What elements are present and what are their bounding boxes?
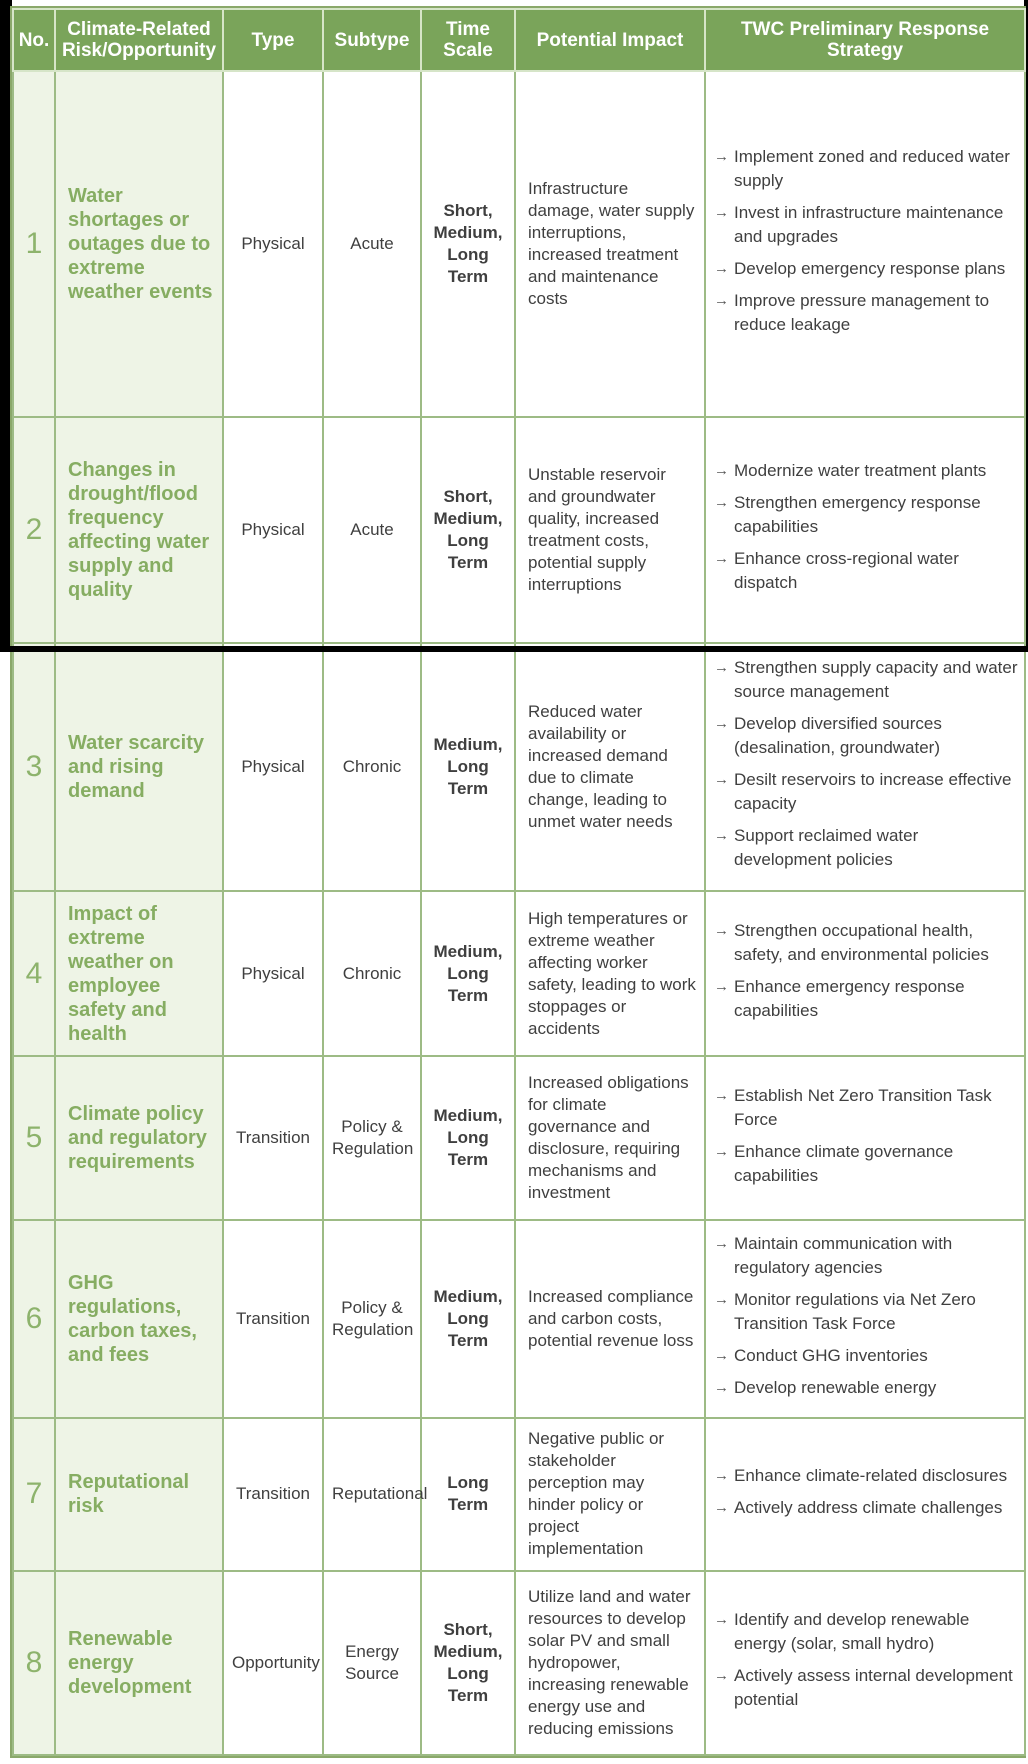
strategy-text: Strengthen supply capacity and water source management: [734, 658, 1018, 702]
arrow-right-icon: →: [714, 715, 729, 733]
strategy-text: Enhance emergency response capabilities: [734, 977, 965, 1021]
scan-divider: [0, 646, 1028, 652]
strategy-text: Actively assess internal development potential: [734, 1666, 1013, 1710]
risk-name: Renewable energy development: [55, 1571, 223, 1755]
row-number: 6: [13, 1220, 55, 1418]
table-row: [13, 891, 1025, 1056]
risk-name: Reputational risk: [55, 1418, 223, 1571]
strategy-item: [712, 201, 1018, 249]
strategy-item: [712, 1084, 1018, 1132]
strategy-text: Develop diversified sources (desalination, groundwater): [734, 714, 942, 758]
response-strategy-cell: [705, 891, 1025, 1056]
potential-impact: Negative public or stakeholder perception may hinder policy or project implementation: [515, 1418, 705, 1571]
arrow-right-icon: →: [714, 1142, 729, 1160]
row-number: 5: [13, 1056, 55, 1219]
strategy-item: [712, 712, 1018, 760]
strategy-list: [712, 1464, 1018, 1520]
time-scale: Medium, Long Term: [421, 643, 515, 891]
table-row: [13, 643, 1025, 891]
strategy-text: Modernize water treatment plants: [734, 461, 987, 481]
strategy-item: [712, 145, 1018, 193]
arrow-right-icon: →: [714, 659, 729, 677]
risk-subtype: Acute: [323, 417, 421, 643]
arrow-right-icon: →: [714, 978, 729, 996]
strategy-item: [712, 975, 1018, 1023]
strategy-text: Identify and develop renewable energy (solar, small hydro): [734, 1610, 970, 1654]
row-number: 3: [13, 643, 55, 891]
strategy-text: Enhance climate-related disclosures: [734, 1465, 1008, 1485]
risk-subtype: Energy Source: [323, 1571, 421, 1755]
potential-impact: Infrastructure damage, water supply interruptions, increased treatment and maintenance costs: [515, 71, 705, 417]
strategy-text: Develop renewable energy: [734, 1378, 937, 1398]
strategy-item: [712, 1608, 1018, 1656]
arrow-right-icon: →: [714, 260, 729, 278]
row-number: 8: [13, 1571, 55, 1755]
strategy-text: Enhance cross-regional water dispatch: [734, 549, 959, 593]
strategy-text: Conduct GHG inventories: [734, 1346, 928, 1366]
risk-type: Physical: [223, 417, 323, 643]
strategy-text: Monitor regulations via Net Zero Transition Task Force: [734, 1290, 976, 1334]
risk-subtype: Chronic: [323, 891, 421, 1056]
risk-name: Water scarcity and rising demand: [55, 643, 223, 891]
arrow-right-icon: →: [714, 494, 729, 512]
response-strategy-cell: [705, 1056, 1025, 1219]
strategy-item: [712, 919, 1018, 967]
table-body: [13, 71, 1025, 1755]
header-time-scale: Time Scale: [421, 9, 515, 71]
strategy-text: Desilt reservoirs to increase effective capacity: [734, 770, 1012, 814]
arrow-right-icon: →: [714, 827, 729, 845]
potential-impact: Increased compliance and carbon costs, potential revenue loss: [515, 1220, 705, 1418]
risk-subtype: Acute: [323, 71, 421, 417]
time-scale: Medium, Long Term: [421, 1056, 515, 1219]
header-risk: Climate-Related Risk/Opportunity: [55, 9, 223, 71]
arrow-right-icon: →: [714, 1466, 729, 1484]
strategy-text: Implement zoned and reduced water supply: [734, 147, 1010, 191]
response-strategy-cell: [705, 1571, 1025, 1755]
header-type: Type: [223, 9, 323, 71]
strategy-item: [712, 459, 1018, 483]
strategy-text: Develop emergency response plans: [734, 259, 1006, 279]
arrow-right-icon: →: [714, 1611, 729, 1629]
header-row: [13, 9, 1025, 71]
response-strategy-cell: [705, 1418, 1025, 1571]
strategy-item: [712, 491, 1018, 539]
risk-subtype: Reputational: [323, 1418, 421, 1571]
response-strategy-cell: [705, 417, 1025, 643]
risk-name: Climate policy and regulatory requirements: [55, 1056, 223, 1219]
arrow-right-icon: →: [714, 1667, 729, 1685]
strategy-list: [712, 656, 1018, 872]
strategy-text: Support reclaimed water development policies: [734, 826, 919, 870]
strategy-list: [712, 1232, 1018, 1400]
arrow-right-icon: →: [714, 1235, 729, 1253]
risk-name: Water shortages or outages due to extreme weather events: [55, 71, 223, 417]
time-scale: Long Term: [421, 1418, 515, 1571]
header-no: No.: [13, 9, 55, 71]
table-row: [13, 71, 1025, 417]
strategy-text: Invest in infrastructure maintenance and upgrades: [734, 203, 1004, 247]
risk-type: Physical: [223, 71, 323, 417]
strategy-item: [712, 547, 1018, 595]
time-scale: Medium, Long Term: [421, 1220, 515, 1418]
arrow-right-icon: →: [714, 1086, 729, 1104]
potential-impact: Unstable reservoir and groundwater quality, increased treatment costs, potential supply interruptions: [515, 417, 705, 643]
response-strategy-cell: [705, 71, 1025, 417]
arrow-right-icon: →: [714, 148, 729, 166]
strategy-item: [712, 1464, 1018, 1488]
potential-impact: High temperatures or extreme weather affecting worker safety, leading to work stoppages or accidents: [515, 891, 705, 1056]
table-row: [13, 1056, 1025, 1219]
table-row: [13, 1571, 1025, 1755]
strategy-item: [712, 824, 1018, 872]
header-impact: Potential Impact: [515, 9, 705, 71]
table-row: [13, 417, 1025, 643]
risk-type: Physical: [223, 891, 323, 1056]
arrow-right-icon: →: [714, 1291, 729, 1309]
risk-name: Changes in drought/flood frequency affecting water supply and quality: [55, 417, 223, 643]
strategy-item: [712, 1376, 1018, 1400]
row-number: 1: [13, 71, 55, 417]
arrow-right-icon: →: [714, 292, 729, 310]
arrow-right-icon: →: [714, 550, 729, 568]
risk-subtype: Policy & Regulation: [323, 1056, 421, 1219]
strategy-item: [712, 656, 1018, 704]
arrow-right-icon: →: [714, 922, 729, 940]
strategy-item: [712, 1140, 1018, 1188]
risk-type: Transition: [223, 1056, 323, 1219]
strategy-item: [712, 1288, 1018, 1336]
arrow-right-icon: →: [714, 462, 729, 480]
risk-type: Transition: [223, 1418, 323, 1571]
potential-impact: Increased obligations for climate governance and disclosure, requiring mechanisms and investment: [515, 1056, 705, 1219]
strategy-item: [712, 1664, 1018, 1712]
arrow-right-icon: →: [714, 1379, 729, 1397]
header-strategy: TWC Preliminary Response Strategy: [705, 9, 1025, 71]
row-number: 2: [13, 417, 55, 643]
time-scale: Medium, Long Term: [421, 891, 515, 1056]
table-row: [13, 1418, 1025, 1571]
climate-risk-table: [12, 8, 1026, 1756]
strategy-item: [712, 768, 1018, 816]
strategy-list: [712, 919, 1018, 1023]
time-scale: Short, Medium, Long Term: [421, 71, 515, 417]
potential-impact: Reduced water availability or increased demand due to climate change, leading to unmet water needs: [515, 643, 705, 891]
strategy-text: Strengthen emergency response capabilities: [734, 493, 981, 537]
strategy-list: [712, 1084, 1018, 1188]
strategy-item: [712, 289, 1018, 337]
risk-name: GHG regulations, carbon taxes, and fees: [55, 1220, 223, 1418]
strategy-item: [712, 1344, 1018, 1368]
time-scale: Short, Medium, Long Term: [421, 417, 515, 643]
risk-subtype: Chronic: [323, 643, 421, 891]
row-number: 4: [13, 891, 55, 1056]
strategy-text: Establish Net Zero Transition Task Force: [734, 1085, 992, 1129]
strategy-text: Improve pressure management to reduce leakage: [734, 291, 990, 335]
header-subtype: Subtype: [323, 9, 421, 71]
arrow-right-icon: →: [714, 771, 729, 789]
response-strategy-cell: [705, 643, 1025, 891]
risk-name: Impact of extreme weather on employee safety and health: [55, 891, 223, 1056]
strategy-list: [712, 459, 1018, 595]
strategy-text: Actively address climate challenges: [734, 1497, 1003, 1517]
row-number: 7: [13, 1418, 55, 1571]
strategy-text: Maintain communication with regulatory agencies: [734, 1234, 953, 1278]
arrow-right-icon: →: [714, 1498, 729, 1516]
strategy-list: [712, 1608, 1018, 1712]
risk-type: Transition: [223, 1220, 323, 1418]
time-scale: Short, Medium, Long Term: [421, 1571, 515, 1755]
strategy-text: Strengthen occupational health, safety, and environmental policies: [734, 921, 989, 965]
table-row: [13, 1220, 1025, 1418]
strategy-list: [712, 145, 1018, 337]
risk-type: Physical: [223, 643, 323, 891]
arrow-right-icon: →: [714, 204, 729, 222]
strategy-item: [712, 1232, 1018, 1280]
strategy-item: [712, 257, 1018, 281]
strategy-text: Enhance climate governance capabilities: [734, 1141, 954, 1185]
arrow-right-icon: →: [714, 1347, 729, 1365]
risk-type: Opportunity: [223, 1571, 323, 1755]
response-strategy-cell: [705, 1220, 1025, 1418]
risk-subtype: Policy & Regulation: [323, 1220, 421, 1418]
potential-impact: Utilize land and water resources to develop solar PV and small hydropower, increasing renewable energy use and reducing emissions: [515, 1571, 705, 1755]
strategy-item: [712, 1496, 1018, 1520]
